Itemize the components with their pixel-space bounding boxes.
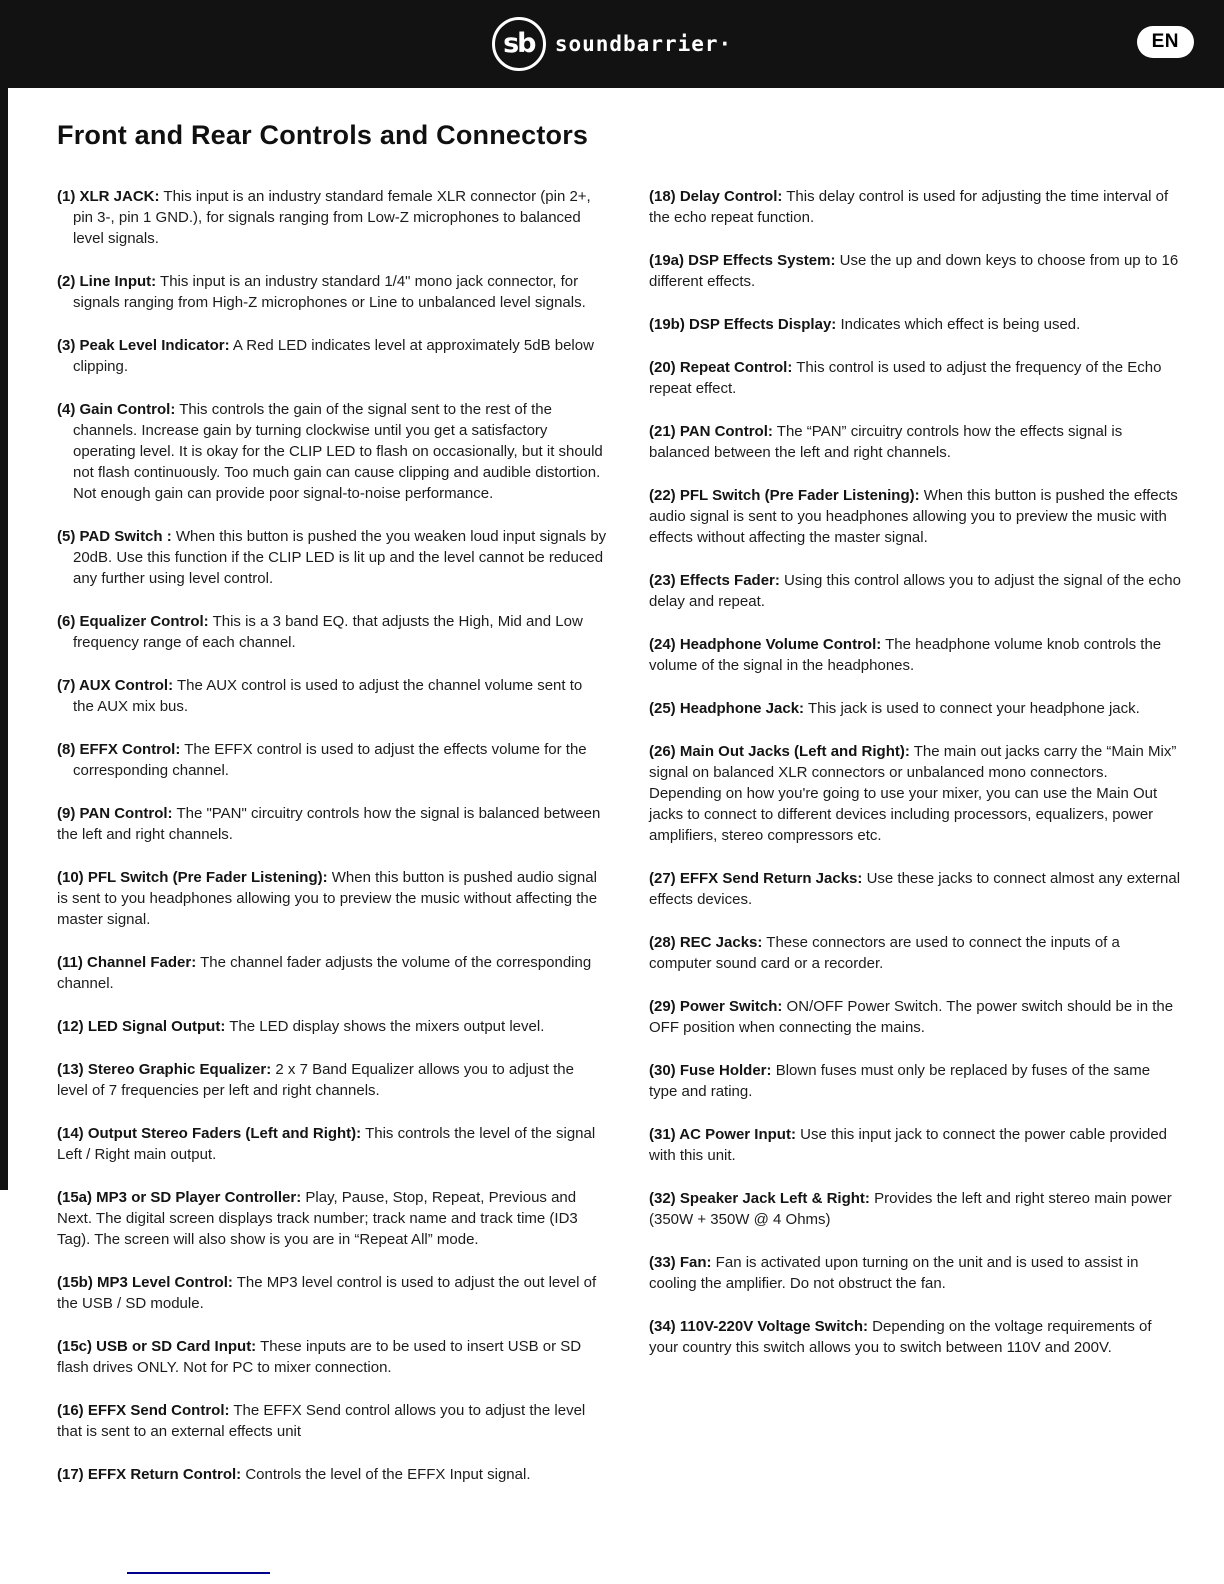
manual-item-22: (22) PFL Switch (Pre Fader Listening): When this button is pushed the effects audio signal is sent to you headphones allowing you to preview the music with effects without affecting the master signal. xyxy=(649,487,1178,546)
item-label: (5) PAD Switch : xyxy=(57,528,172,545)
item-label: (19b) DSP Effects Display: xyxy=(649,316,837,333)
item-label: (8) EFFX Control: xyxy=(57,741,181,758)
manual-item-7: (7) AUX Control: The AUX control is used to adjust the channel volume sent to the AUX mix bus. xyxy=(57,677,583,715)
manual-item-17: (17) EFFX Return Control: Controls the level of the EFFX Input signal. xyxy=(57,1466,531,1483)
manual-item-34: (34) 110V-220V Voltage Switch: Depending on the voltage requirements of your country this switch allows you to switch between 110V and 200V. xyxy=(649,1318,1152,1356)
manual-item-28: (28) REC Jacks: These connectors are used to connect the inputs of a computer sound card or a recorder. xyxy=(649,934,1120,972)
item-label: (11) Channel Fader: xyxy=(57,954,197,971)
manual-item-1: (1) XLR JACK: This input is an industry standard female XLR connector (pin 2+, pin 3-, pin 1 GND.), for signals ranging from Low-Z microphones to balanced level signals. xyxy=(57,188,591,247)
brand-circle-icon xyxy=(492,17,546,71)
manual-item-9: (9) PAN Control: The "PAN" circuitry controls how the signal is balanced between the left and right channels. xyxy=(57,805,601,843)
item-label: (16) EFFX Send Control: xyxy=(57,1402,230,1419)
item-label: (12) LED Signal Output: xyxy=(57,1018,226,1035)
manual-item-10: (10) PFL Switch (Pre Fader Listening): When this button is pushed audio signal is sent to you headphones allowing you to preview the music without affecting the master signal. xyxy=(57,869,598,928)
manual-item-12: (12) LED Signal Output: The LED display shows the mixers output level. xyxy=(57,1018,545,1035)
item-label: (10) PFL Switch (Pre Fader Listening): xyxy=(57,869,328,886)
manual-item-8: (8) EFFX Control: The EFFX control is used to adjust the effects volume for the corresponding channel. xyxy=(57,741,587,779)
manual-item-30: (30) Fuse Holder: Blown fuses must only be replaced by fuses of the same type and rating. xyxy=(649,1062,1151,1100)
item-label: (15a) MP3 or SD Player Controller: xyxy=(57,1189,302,1206)
footer-rule xyxy=(127,1572,270,1574)
manual-item-33: (33) Fan: Fan is activated upon turning on the unit and is used to assist in cooling the amplifier. Do not obstruct the fan. xyxy=(649,1254,1139,1292)
manual-item-18: (18) Delay Control: This delay control is used for adjusting the time interval of the echo repeat function. xyxy=(649,188,1169,226)
item-label: (18) Delay Control: xyxy=(649,188,783,205)
item-label: (7) AUX Control: xyxy=(57,677,174,694)
item-label: (3) Peak Level Indicator: xyxy=(57,337,230,354)
item-label: (27) EFFX Send Return Jacks: xyxy=(649,870,863,887)
manual-item-23: (23) Effects Fader: Using this control allows you to adjust the signal of the echo delay and repeat. xyxy=(649,572,1181,610)
item-label: (19a) DSP Effects System: xyxy=(649,252,836,269)
item-label: (20) Repeat Control: xyxy=(649,359,793,376)
item-label: (30) Fuse Holder: xyxy=(649,1062,772,1079)
item-label: (9) PAN Control: xyxy=(57,805,173,822)
brand-mark: sb xyxy=(503,27,535,59)
left-column xyxy=(57,186,607,1507)
manual-item-25: (25) Headphone Jack: This jack is used to connect your headphone jack. xyxy=(649,700,1140,717)
manual-item-19a: (19a) DSP Effects System: Use the up and down keys to choose from up to 16 different effects. xyxy=(649,252,1179,290)
manual-item-16: (16) EFFX Send Control: The EFFX Send control allows you to adjust the level that is sent to an external effects unit xyxy=(57,1402,586,1440)
item-label: (28) REC Jacks: xyxy=(649,934,763,951)
item-label: (22) PFL Switch (Pre Fader Listening): xyxy=(649,487,920,504)
manual-item-15c: (15c) USB or SD Card Input: These inputs are to be used to insert USB or SD flash drives ONLY. Not for PC to mixer connection. xyxy=(57,1338,582,1376)
manual-item-5: (5) PAD Switch : When this button is pushed the you weaken loud input signals by 20dB. Use this function if the CLIP LED is lit up and the level cannot be reduced any further using level control. xyxy=(57,528,607,587)
manual-item-2: (2) Line Input: This input is an industry standard 1/4" mono jack connector, for signals ranging from High-Z microphones or Line to unbalanced level signals. xyxy=(57,273,586,311)
manual-item-6: (6) Equalizer Control: This is a 3 band EQ. that adjusts the High, Mid and Low frequency range of each channel. xyxy=(57,613,583,651)
page-title: Front and Rear Controls and Connectors xyxy=(57,120,589,150)
item-label: (15c) USB or SD Card Input: xyxy=(57,1338,257,1355)
item-label: (17) EFFX Return Control: xyxy=(57,1466,242,1483)
item-label: (21) PAN Control: xyxy=(649,423,773,440)
content-columns xyxy=(57,186,1181,1507)
item-label: (29) Power Switch: xyxy=(649,998,783,1015)
item-label: (6) Equalizer Control: xyxy=(57,613,209,630)
brand-logo xyxy=(0,0,1224,88)
item-label: (33) Fan: xyxy=(649,1254,712,1271)
item-label: (25) Headphone Jack: xyxy=(649,700,805,717)
item-label: (31) AC Power Input: xyxy=(649,1126,796,1143)
manual-item-4: (4) Gain Control: This controls the gain of the signal sent to the rest of the channels. Increase gain by turning clockwise until you get a satisfactory operating level. It is okay for the CLIP LED to flash on occasionally, but it should not flash continuously. Too much gain can cause clipping and audible distortion. Not enough gain can provide poor signal-to-noise performance. xyxy=(57,401,603,502)
item-label: (34) 110V-220V Voltage Switch: xyxy=(649,1318,868,1335)
manual-item-21: (21) PAN Control: The “PAN” circuitry controls how the effects signal is balanced between the left and right channels. xyxy=(649,423,1123,461)
item-label: (24) Headphone Volume Control: xyxy=(649,636,882,653)
right-column xyxy=(649,186,1181,1507)
manual-item-14: (14) Output Stereo Faders (Left and Right): This controls the level of the signal Left / Right main output. xyxy=(57,1125,596,1163)
left-edge-bar xyxy=(0,88,8,1190)
manual-item-11: (11) Channel Fader: The channel fader adjusts the volume of the corresponding channel. xyxy=(57,954,592,992)
item-label: (2) Line Input: xyxy=(57,273,157,290)
item-label: (1) XLR JACK: xyxy=(57,188,160,205)
manual-item-20: (20) Repeat Control: This control is used to adjust the frequency of the Echo repeat effect. xyxy=(649,359,1162,397)
manual-item-31: (31) AC Power Input: Use this input jack to connect the power cable provided with this unit. xyxy=(649,1126,1167,1164)
item-label: (13) Stereo Graphic Equalizer: xyxy=(57,1061,272,1078)
manual-item-27: (27) EFFX Send Return Jacks: Use these jacks to connect almost any external effects devices. xyxy=(649,870,1181,908)
item-label: (4) Gain Control: xyxy=(57,401,176,418)
manual-item-15a: (15a) MP3 or SD Player Controller: Play, Pause, Stop, Repeat, Previous and Next. The digital screen displays track number; track name and track time (ID3 Tag). The screen will also show is you are in “Repeat All” mode. xyxy=(57,1189,578,1248)
manual-item-29: (29) Power Switch: ON/OFF Power Switch. The power switch should be in the OFF position when connecting the mains. xyxy=(649,998,1174,1036)
manual-item-3: (3) Peak Level Indicator: A Red LED indicates level at approximately 5dB below clipping. xyxy=(57,337,594,375)
manual-item-19b: (19b) DSP Effects Display: Indicates which effect is being used. xyxy=(649,316,1081,333)
brand-wordmark: soundbarrier· xyxy=(554,32,733,56)
manual-item-13: (13) Stereo Graphic Equalizer: 2 x 7 Band Equalizer allows you to adjust the level of 7 frequencies per left and right channels. xyxy=(57,1061,574,1099)
item-label: (23) Effects Fader: xyxy=(649,572,780,589)
manual-item-15b: (15b) MP3 Level Control: The MP3 level control is used to adjust the out level of the USB / SD module. xyxy=(57,1274,597,1312)
manual-item-32: (32) Speaker Jack Left & Right: Provides the left and right stereo main power (350W + 350W @ 4 Ohms) xyxy=(649,1190,1172,1228)
item-label: (32) Speaker Jack Left & Right: xyxy=(649,1190,870,1207)
manual-item-24: (24) Headphone Volume Control: The headphone volume knob controls the volume of the signal in the headphones. xyxy=(649,636,1162,674)
item-label: (14) Output Stereo Faders (Left and Right): xyxy=(57,1125,362,1142)
item-label: (15b) MP3 Level Control: xyxy=(57,1274,233,1291)
language-badge: EN xyxy=(1137,26,1194,58)
manual-item-26: (26) Main Out Jacks (Left and Right): The main out jacks carry the “Main Mix” signal on balanced XLR connectors or unbalanced mono connectors. Depending on how you're going to use your mixer, you can use the Main Out jacks to connect to different devices including processors, equalizers, power amplifiers, stereo compressors etc. xyxy=(649,743,1177,844)
item-label: (26) Main Out Jacks (Left and Right): xyxy=(649,743,910,760)
header-bar xyxy=(0,0,1224,88)
